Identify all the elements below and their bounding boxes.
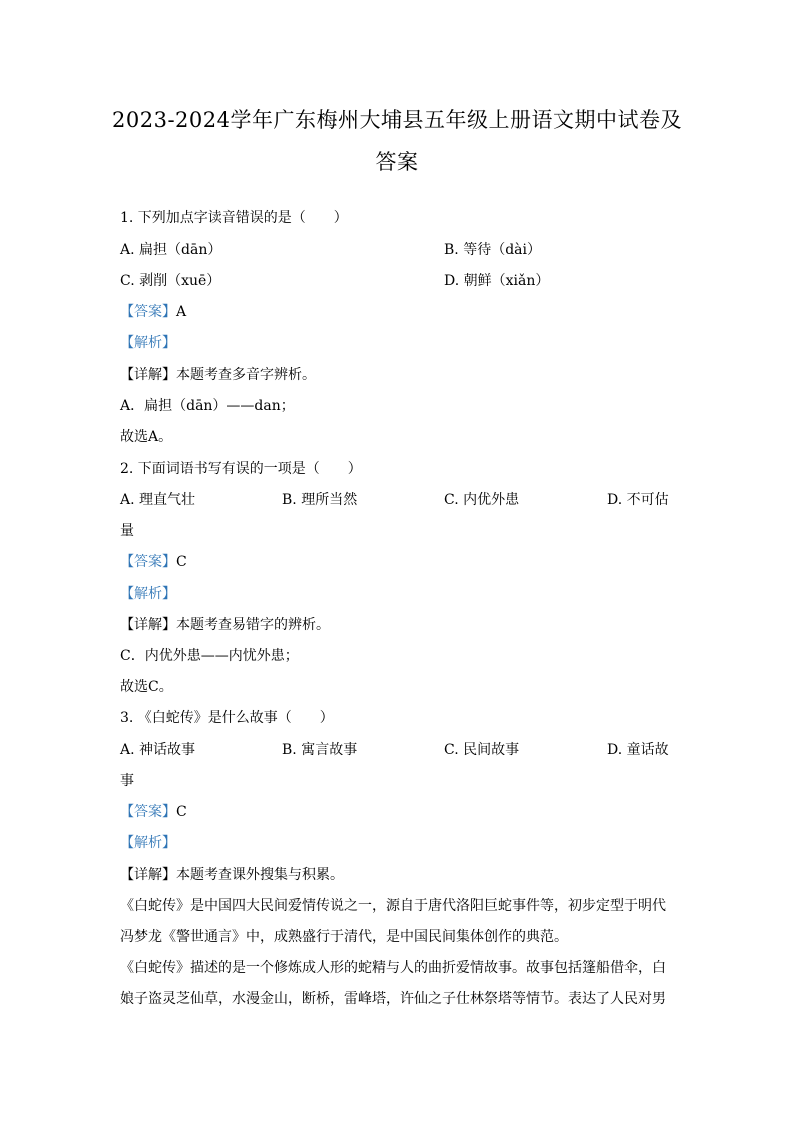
question-3-option-d: D. 童话故 [607,742,669,758]
question-1-detail [120,364,316,384]
question-2-option-a: A. 理直气壮 [120,492,196,508]
question-3-option-b: B. 寓言故事 [282,742,358,758]
question-2-detail [120,614,330,634]
detail-label: 【详解】 [120,617,176,633]
question-3-option-wrap: 事 [120,773,134,789]
question-2-explain-1: C．内优外患——内忧外患； [120,648,299,664]
question-1-option-b: B. 等待（dài） [444,242,541,258]
question-1-analysis-label: 【解析】 [120,335,176,351]
document-title-line2: 答案 [375,150,419,174]
question-1-answer [120,301,186,321]
detail-text: 本题考查多音字辨析。 [176,367,316,383]
question-1-explain-2: 故选A。 [120,429,173,445]
question-3-explain-4: 娘子盗灵芝仙草，水漫金山，断桥，雷峰塔，许仙之子仕林祭塔等情节。表达了人民对男 [120,991,666,1007]
question-1-option-a: A. 扁担（dān） [120,242,222,258]
question-3-explain-3: 《白蛇传》描述的是一个修炼成人形的蛇精与人的曲折爱情故事。故事包括篷船借伞，白 [120,960,666,976]
question-2-option-c: C. 内优外患 [444,492,520,508]
question-3-explain-2: 冯梦龙《警世通言》中，成熟盛行于清代，是中国民间集体创作的典范。 [120,929,568,945]
document-title-line1: 2023-2024学年广东梅州大埔县五年级上册语文期中试卷及 [112,108,682,132]
question-2-answer [120,551,187,571]
question-3-explain-1: 《白蛇传》是中国四大民间爱情传说之一，源自于唐代洛阳巨蛇事件等，初步定型于明代 [120,898,666,914]
question-1-stem: 1. 下列加点字读音错误的是（ ） [120,210,348,226]
question-3-stem: 3. 《白蛇传》是什么故事（ ） [120,710,334,726]
question-1-option-c: C. 剥削（xuē） [120,273,221,289]
question-2-option-d: D. 不可估 [607,492,669,508]
question-3-option-a: A. 神话故事 [120,742,196,758]
question-1-option-d: D. 朝鲜（xiǎn） [444,273,550,289]
answer-label: 【答案】 [120,304,176,320]
question-2-explain-2: 故选C。 [120,679,173,695]
question-1-explain-1: A．扁担（dān）——dan； [120,398,295,414]
question-3-detail [120,864,344,884]
answer-label: 【答案】 [120,804,176,820]
question-2-analysis-label: 【解析】 [120,586,176,602]
answer-label: 【答案】 [120,554,176,570]
question-2-option-b: B. 理所当然 [282,492,358,508]
answer-value: A [176,304,187,320]
question-3-option-c: C. 民间故事 [444,742,520,758]
question-2-stem: 2. 下面词语书写有误的一项是（ ） [120,461,362,477]
detail-label: 【详解】 [120,367,176,383]
detail-text: 本题考查易错字的辨析。 [176,617,330,633]
question-2-option-wrap: 量 [120,523,134,539]
detail-text: 本题考查课外搜集与积累。 [176,867,344,883]
question-3-analysis-label: 【解析】 [120,835,176,851]
question-3-answer [120,801,187,821]
answer-value: C [176,554,187,570]
detail-label: 【详解】 [120,867,176,883]
answer-value: C [176,804,187,820]
